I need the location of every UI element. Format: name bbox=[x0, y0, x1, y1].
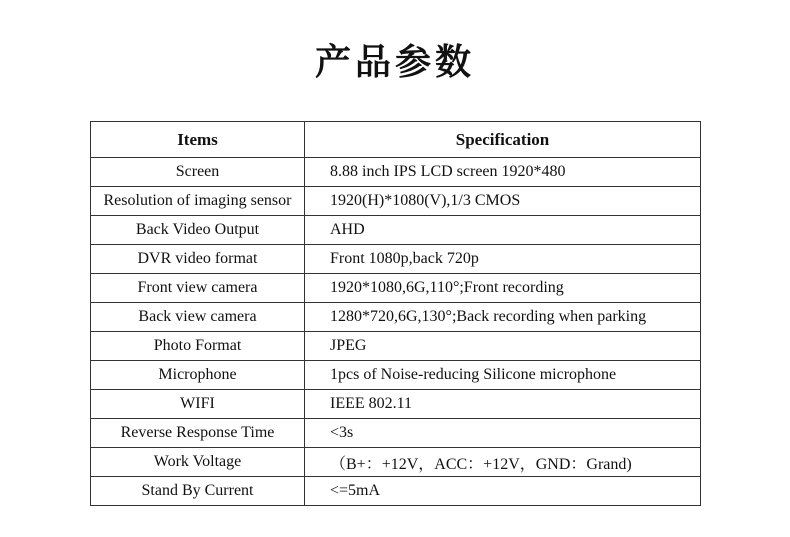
spec-cell: （B+：+12V，ACC：+12V，GND：Grand) bbox=[305, 448, 701, 477]
item-cell: Front view camera bbox=[91, 274, 305, 303]
spec-cell: 1280*720,6G,130°;Back recording when parking bbox=[305, 303, 701, 332]
spec-table bbox=[90, 121, 701, 506]
page-title: 产品参数 bbox=[314, 42, 475, 83]
table-row bbox=[91, 448, 701, 477]
table-row bbox=[91, 274, 701, 303]
table-row bbox=[91, 390, 701, 419]
spec-cell: <=5mA bbox=[305, 477, 701, 506]
item-cell: Back Video Output bbox=[91, 216, 305, 245]
table-row bbox=[91, 477, 701, 506]
table-row bbox=[91, 245, 701, 274]
spec-cell: IEEE 802.11 bbox=[305, 390, 701, 419]
spec-cell: <3s bbox=[305, 419, 701, 448]
header-items: Items bbox=[91, 122, 305, 158]
table-row bbox=[91, 332, 701, 361]
table-row bbox=[91, 216, 701, 245]
table-row bbox=[91, 187, 701, 216]
table-row bbox=[91, 303, 701, 332]
item-cell: Stand By Current bbox=[91, 477, 305, 506]
spec-cell: 8.88 inch IPS LCD screen 1920*480 bbox=[305, 158, 701, 187]
item-cell: DVR video format bbox=[91, 245, 305, 274]
item-cell: Back view camera bbox=[91, 303, 305, 332]
item-cell: Screen bbox=[91, 158, 305, 187]
spec-cell: AHD bbox=[305, 216, 701, 245]
header-specification: Specification bbox=[305, 122, 701, 158]
table-row bbox=[91, 361, 701, 390]
table-row bbox=[91, 158, 701, 187]
table-row bbox=[91, 419, 701, 448]
item-cell: WIFI bbox=[91, 390, 305, 419]
spec-cell: 1920(H)*1080(V),1/3 CMOS bbox=[305, 187, 701, 216]
spec-cell: Front 1080p,back 720p bbox=[305, 245, 701, 274]
spec-cell: 1pcs of Noise-reducing Silicone microphone bbox=[305, 361, 701, 390]
table-header-row bbox=[91, 122, 701, 158]
item-cell: Resolution of imaging sensor bbox=[91, 187, 305, 216]
item-cell: Reverse Response Time bbox=[91, 419, 305, 448]
item-cell: Microphone bbox=[91, 361, 305, 390]
spec-cell: 1920*1080,6G,110°;Front recording bbox=[305, 274, 701, 303]
item-cell: Work Voltage bbox=[91, 448, 305, 477]
item-cell: Photo Format bbox=[91, 332, 305, 361]
spec-cell: JPEG bbox=[305, 332, 701, 361]
